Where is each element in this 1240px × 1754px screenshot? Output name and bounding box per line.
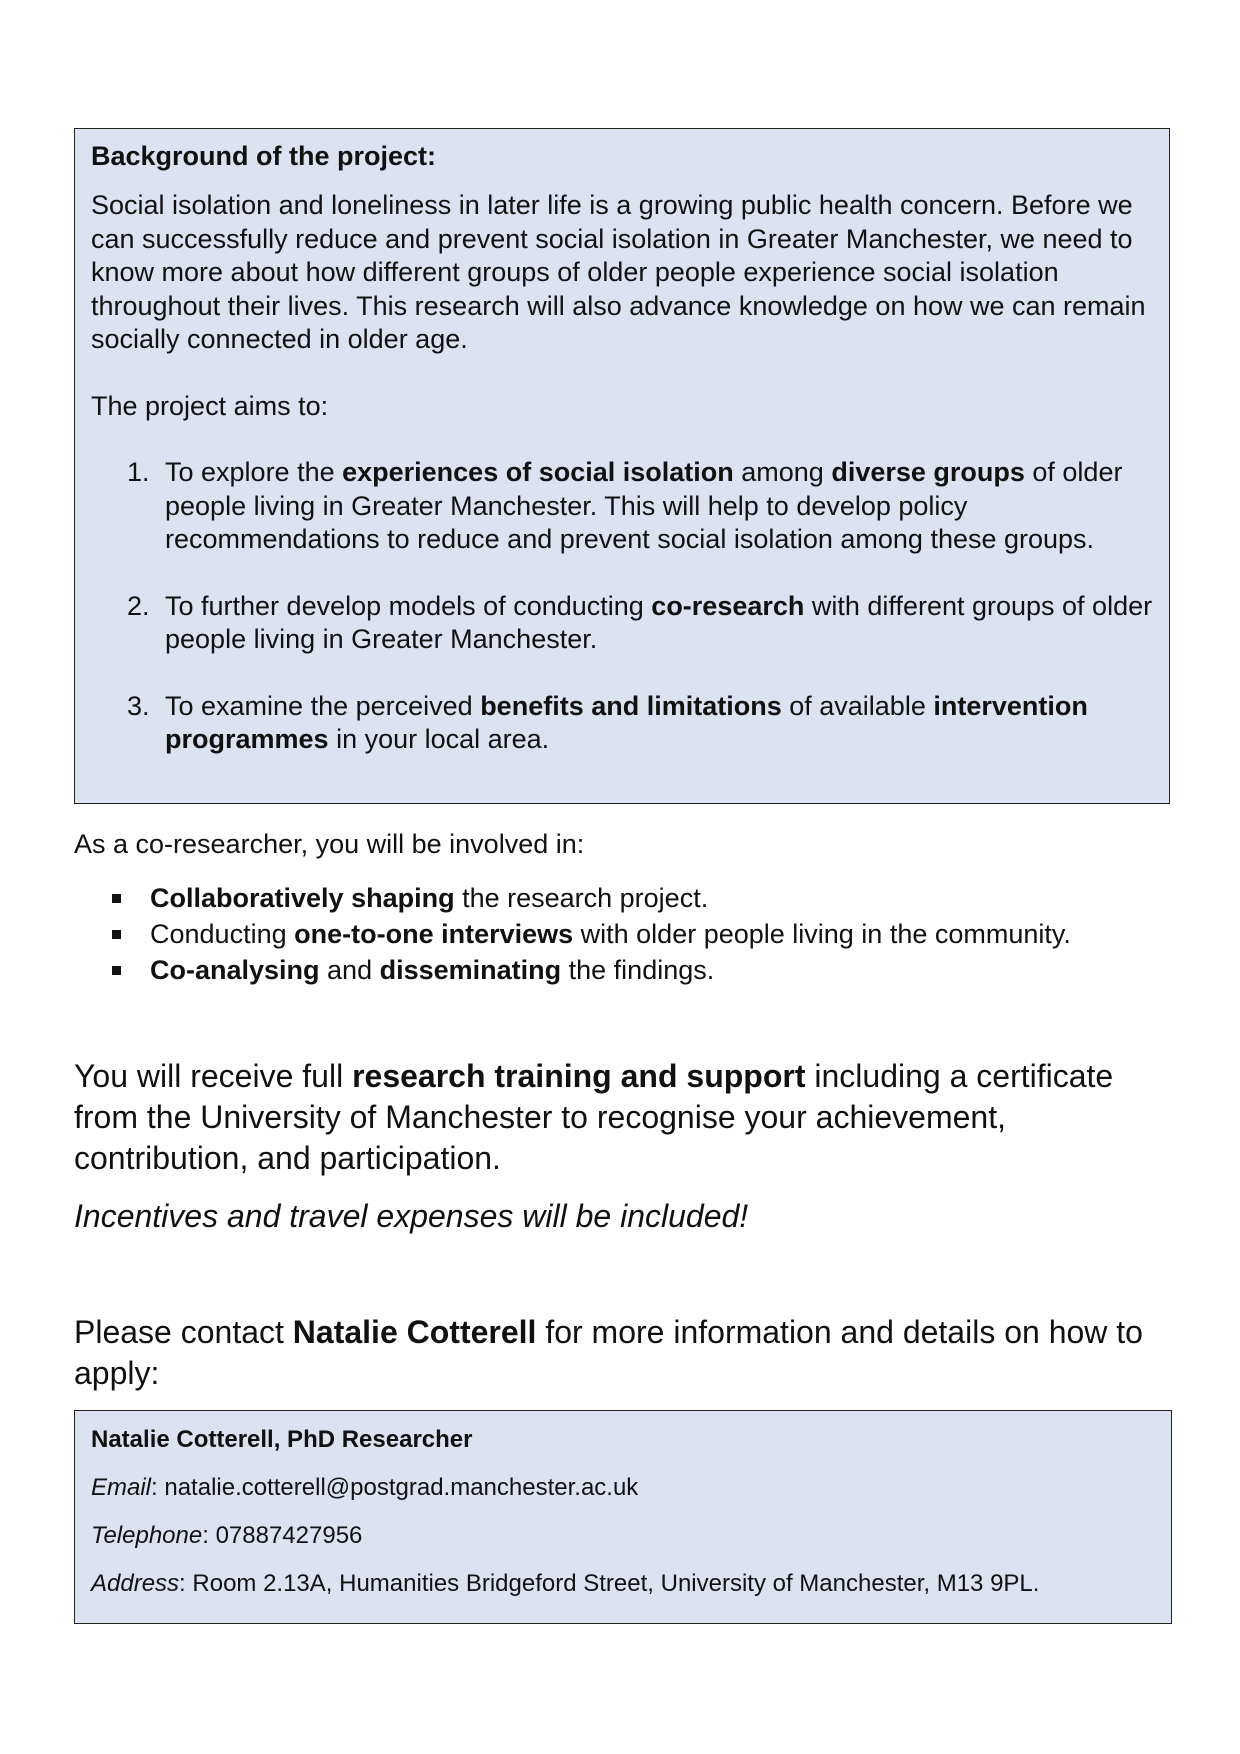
aim-emphasis: co-research: [651, 590, 805, 621]
aim-text: in your local area.: [328, 724, 550, 754]
aim-number: 2.: [127, 590, 150, 621]
involvement-text: Conducting: [150, 919, 295, 949]
contact-prompt-text: for more information and details on how to apply:: [74, 1314, 1143, 1391]
contact-prompt-name: Natalie Cotterell: [292, 1314, 537, 1350]
involvement-list: [74, 880, 1071, 988]
address-value: : Room 2.13A, Humanities Bridgeford Street, University of Manchester, M13 9PL.: [179, 1570, 1040, 1597]
training-paragraph: [74, 1056, 1184, 1179]
involvement-text: the research project.: [454, 883, 709, 913]
involvement-emphasis: one-to-one interviews: [294, 919, 574, 949]
contact-name: Natalie Cotterell, PhD Researcher: [91, 1426, 473, 1453]
email-label: Email: [91, 1474, 152, 1501]
aim-text: To examine the perceived: [165, 690, 481, 721]
involvement-text: with older people living in the community.: [573, 919, 1071, 949]
aims-list: [91, 456, 1153, 757]
aim-emphasis: experiences of social isolation: [342, 457, 734, 487]
aim-text: To explore the: [165, 457, 343, 487]
involvement-text: and: [319, 955, 380, 985]
contact-prompt: [74, 1312, 1184, 1394]
aim-number: 1.: [127, 457, 150, 487]
contact-box: [74, 1410, 1172, 1624]
aim-emphasis: benefits and limitations: [480, 690, 782, 721]
involvement-item: [74, 952, 1071, 988]
square-bullet-icon: [112, 930, 121, 939]
involvement-text: the findings.: [561, 955, 715, 985]
aim-item-3: [91, 690, 1153, 757]
contact-email-line: [91, 1473, 1155, 1503]
coresearcher-intro: As a co-researcher, you will be involved in:: [74, 829, 585, 859]
involvement-emphasis: disseminating: [379, 955, 562, 985]
training-text: including a certificate from the University of Manchester to recognise your achievement, contribution, and participation.: [74, 1058, 1114, 1176]
aim-emphasis: diverse groups: [831, 457, 1025, 487]
contact-prompt-text: Please contact: [74, 1314, 293, 1350]
aim-item-1: [91, 456, 1153, 557]
telephone-label: Telephone: [91, 1522, 203, 1549]
aim-item-2: [91, 590, 1153, 657]
background-heading: Background of the project:: [91, 141, 437, 171]
telephone-value: : 07887427956: [202, 1522, 363, 1549]
address-label: Address: [91, 1570, 180, 1597]
square-bullet-icon: [112, 894, 121, 903]
aim-text: of older people living in Greater Manchester. This will help to develop policy recommendations to reduce and prevent social isolation among these groups.: [165, 457, 1123, 554]
aim-text: with different groups of older people living in Greater Manchester.: [165, 590, 1153, 654]
aims-intro: The project aims to:: [91, 390, 329, 421]
contact-address-line: [91, 1569, 1155, 1599]
contact-phone-line: [91, 1521, 1155, 1551]
background-paragraph: Social isolation and loneliness in later life is a growing public health concern. Before we can successfully reduce and prevent social isolation in Greater Manchester, we need to know more about how different groups of older people experience social isolation throughout their lives. This research will also advance knowledge on how we can remain socially connected in older age.: [91, 190, 1146, 354]
aim-number: 3.: [127, 690, 150, 721]
email-value[interactable]: : natalie.cotterell@postgrad.manchester.ac.uk: [151, 1474, 639, 1501]
involvement-emphasis: Co-analysing: [150, 955, 320, 985]
square-bullet-icon: [112, 966, 121, 975]
involvement-item: [74, 916, 1071, 952]
incentives-note: Incentives and travel expenses will be included!: [74, 1198, 749, 1234]
involvement-emphasis: Collaboratively shaping: [150, 883, 455, 913]
involvement-item: [74, 880, 1071, 916]
training-text: You will receive full: [74, 1058, 353, 1094]
aim-text: of available: [781, 690, 934, 721]
aim-text: among: [733, 457, 832, 487]
background-section: [74, 128, 1170, 804]
aim-emphasis: intervention programmes: [165, 690, 1088, 754]
training-emphasis: research training and support: [352, 1058, 806, 1094]
aim-text: To further develop models of conducting: [165, 590, 652, 621]
